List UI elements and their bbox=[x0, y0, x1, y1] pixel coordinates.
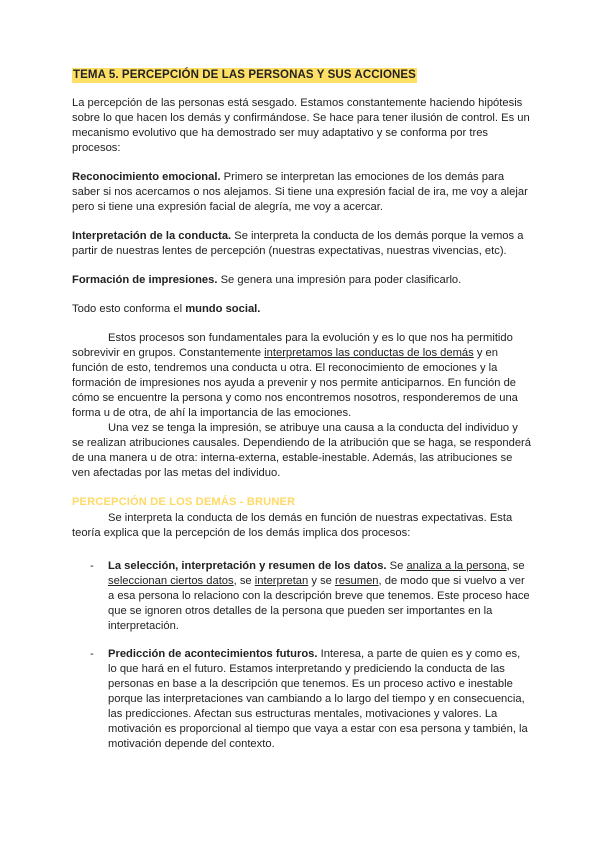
list-item-text: Interesa, a parte de quien es y como es, lo que hará en el futuro. Estamos interpretando y prediciendo la conducta de las personas en base a la descripción que tenemos. Es un proceso activo e inestable porque las interpretaciones van cambiando a lo largo del tiempo y en consecuencia, las predicciones. Afectan sus estructuras mentales, motivaciones y valores. La motivación es proporcional al tiempo que vaya a estar con esa persona y también, la motivación depende del contexto. bbox=[108, 648, 528, 750]
page-title: TEMA 5. PERCEPCIÓN DE LAS PERSONAS Y SUS ACCIONES bbox=[73, 69, 416, 81]
paragraph-text: y en función de esto, tendremos una conducta u otra. El reconocimiento de emociones y la formación de impresiones nos ayuda a prevenir y nos permite anticiparnos. En función de cómo se encuentre la persona y como nos encontremos nosotros, responderemos de una forma u de otra, de ahí la importancia de las emociones. bbox=[72, 347, 518, 419]
body-paragraph-evolution bbox=[72, 331, 532, 421]
underlined-text: seleccionan ciertos datos bbox=[108, 575, 234, 587]
list-item bbox=[72, 559, 532, 634]
social-world-line bbox=[72, 302, 532, 317]
list-item-text: , se bbox=[233, 575, 255, 587]
intro-paragraph: La percepción de las personas está sesgado. Estamos constantemente haciendo hipótesis sobre lo que hacen los demás y confirmándose. Se hace para tener ilusión de control. Es un mecanismo evolutivo que ha demostrado ser muy adaptativo y se conforma por tres procesos: bbox=[72, 97, 530, 154]
list-item-text: y se bbox=[308, 575, 335, 587]
section-heading-bruner: PERCEPCIÓN DE LOS DEMÁS - BRUNER bbox=[72, 496, 296, 508]
process-term: Reconocimiento emocional. bbox=[72, 171, 221, 183]
list-item-text: , se bbox=[506, 560, 525, 572]
list-item bbox=[72, 647, 532, 752]
list-item-term: Predicción de acontecimientos futuros. bbox=[108, 648, 318, 660]
process-impression-formation bbox=[72, 273, 532, 288]
document-page bbox=[72, 68, 532, 765]
process-term: Interpretación de la conducta. bbox=[72, 230, 232, 242]
list-item-text: , de modo que si vuelvo a ver a esa persona lo relaciono con la descripción breve que tenemos. Este proceso hace que se ignoren otros detalles de la persona que pueden ser importantes en la interpretación. bbox=[108, 575, 530, 632]
bullet-dash: - bbox=[90, 560, 94, 572]
process-text: Se interpreta la conducta de los demás porque la vemos a partir de nuestras lentes de percepción (nuestras expectativas, nuestras vivencias, etc). bbox=[72, 230, 524, 257]
section-intro: Se interpreta la conducta de los demás en función de nuestras expectativas. Esta teoría explica que la percepción de los demás implica dos procesos: bbox=[72, 512, 513, 539]
bruner-process-list bbox=[72, 559, 532, 752]
social-text: Todo esto conforma el bbox=[72, 303, 186, 315]
bullet-dash: - bbox=[90, 648, 94, 660]
underlined-text: analiza a la persona bbox=[406, 560, 507, 572]
body-paragraph-attributions: Una vez se tenga la impresión, se atribuye una causa a la conducta del individuo y se realizan atribuciones causales. Dependiendo de la atribución que se haga, se responderá de una manera u de otra: interna-externa, estable-inestable. Además, las atribuciones se ven afectadas por las metas del individuo. bbox=[72, 422, 531, 479]
underlined-text: interpretamos las conductas de los demás bbox=[264, 347, 474, 359]
social-term: mundo social. bbox=[185, 303, 261, 315]
underlined-text: resumen bbox=[335, 575, 379, 587]
process-term: Formación de impresiones. bbox=[72, 274, 218, 286]
process-emotional-recognition bbox=[72, 170, 532, 215]
paragraph-text: Estos procesos son fundamentales para la evolución y es lo que nos ha permitido sobrevivir en grupos. Constantemente bbox=[72, 332, 513, 359]
process-text: Primero se interpretan las emociones de los demás para saber si nos acercamos o nos alejamos. Si tiene una expresión facial de ira, me voy a alejar pero si tiene una expresión facial de alegría, me voy a acercar. bbox=[72, 171, 528, 213]
process-text: Se genera una impresión para poder clasificarlo. bbox=[217, 274, 462, 286]
list-item-term: La selección, interpretación y resumen de los datos. bbox=[108, 560, 387, 572]
list-item-text: Se bbox=[386, 560, 407, 572]
underlined-text: interpretan bbox=[254, 575, 309, 587]
process-behavior-interpretation bbox=[72, 229, 532, 259]
